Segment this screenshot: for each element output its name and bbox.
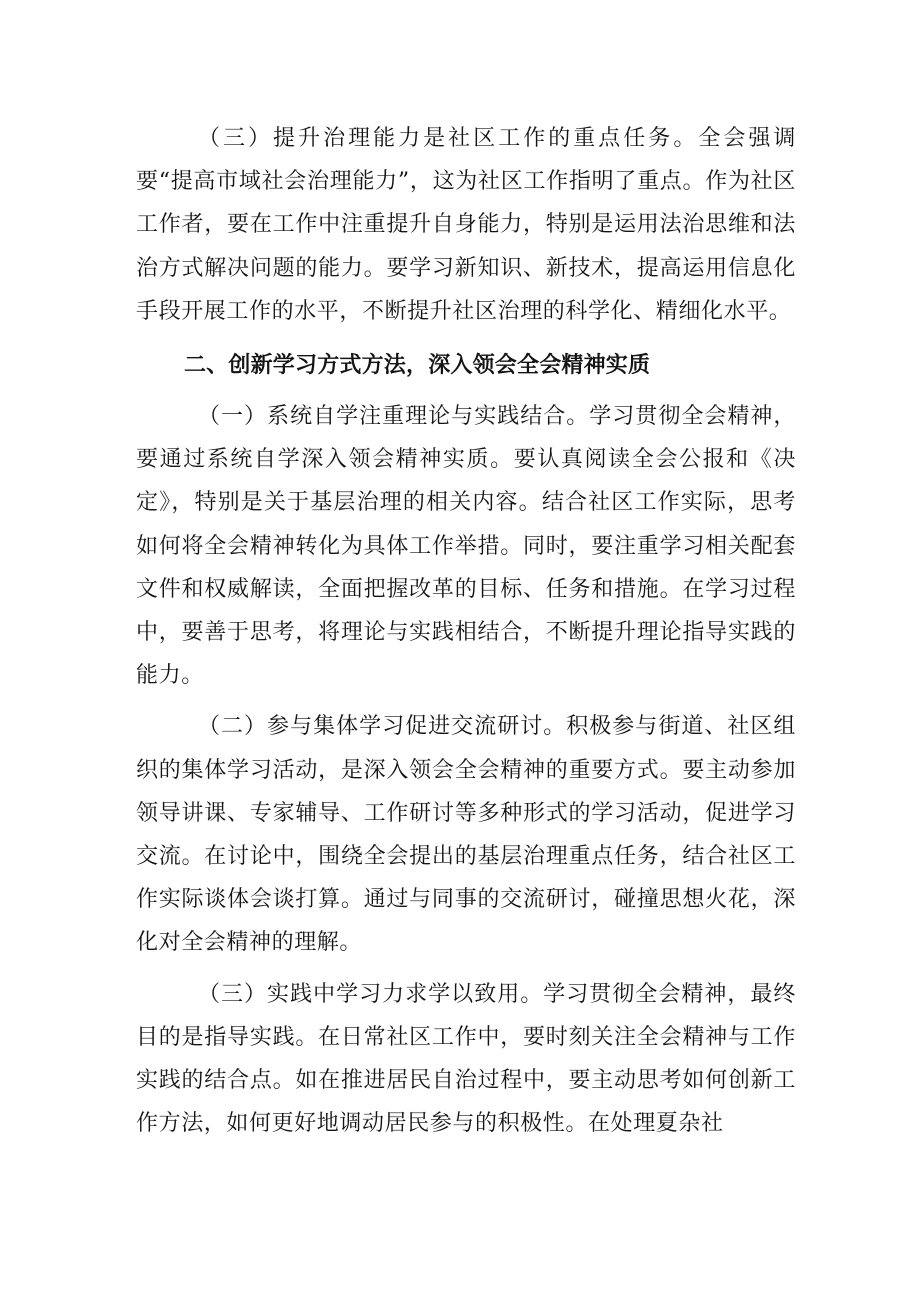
paragraph-gap xyxy=(136,965,796,973)
paragraph-practice-study: （三）实践中学习力求学以致用。学习贯彻全会精神，最终目的是指导实践。在日常社区工作中，要时刻关注全会精神与工作实践的结合点。如在推进居民自治过程中，要主动思考如何创新工作方法，如何更好地调动居民参与的积极性。在处理夏杂社 xyxy=(136,981,796,1137)
paragraph-gap xyxy=(136,697,796,705)
section-heading: 二、创新学习方式方法，深入领会全会精神实质 xyxy=(184,353,651,379)
paragraph-self-study: （一）系统自学注重理论与实践结合。学习贯彻全会精神，要通过系统自学深入领会精神实质。要认真阅读全会公报和《决定》，特别是关于基层治理的相关内容。结合社区工作实际，思考如何将全会精神转化为具体工作举措。同时，要注重学习相关配套文件和权威解读，全面把握改革的目标、任务和措施。在学习过程中，要善于思考，将理论与实践相结合，不断提升理论指导实践的能力。 xyxy=(136,404,796,689)
paragraph-improve-governance: （三）提升治理能力是社区工作的重点任务。全会强调要“提高市域社会治理能力”，这为社区工作指明了重点。作为社区工作者，要在工作中注重提升自身能力，特别是运用法治思维和法治方式解决问题的能力。要学习新知识、新技术，提高运用信息化手段开展工作的水平，不断提升社区治理的科学化、精细化水平。 xyxy=(136,126,796,324)
document-page xyxy=(136,117,796,1145)
paragraph-group-study: （二）参与集体学习促进交流研讨。积极参与街道、社区组织的集体学习活动，是深入领会全会精神的重要方式。要主动参加领导讲课、专家辅导、工作研讨等多种形式的学习活动，促进学习交流。在讨论中，围绕全会提出的基层治理重点任务，结合社区工作实际谈体会谈打算。通过与同事的交流研讨，碰撞思想火花，深化对全会精神的理解。 xyxy=(136,714,796,956)
